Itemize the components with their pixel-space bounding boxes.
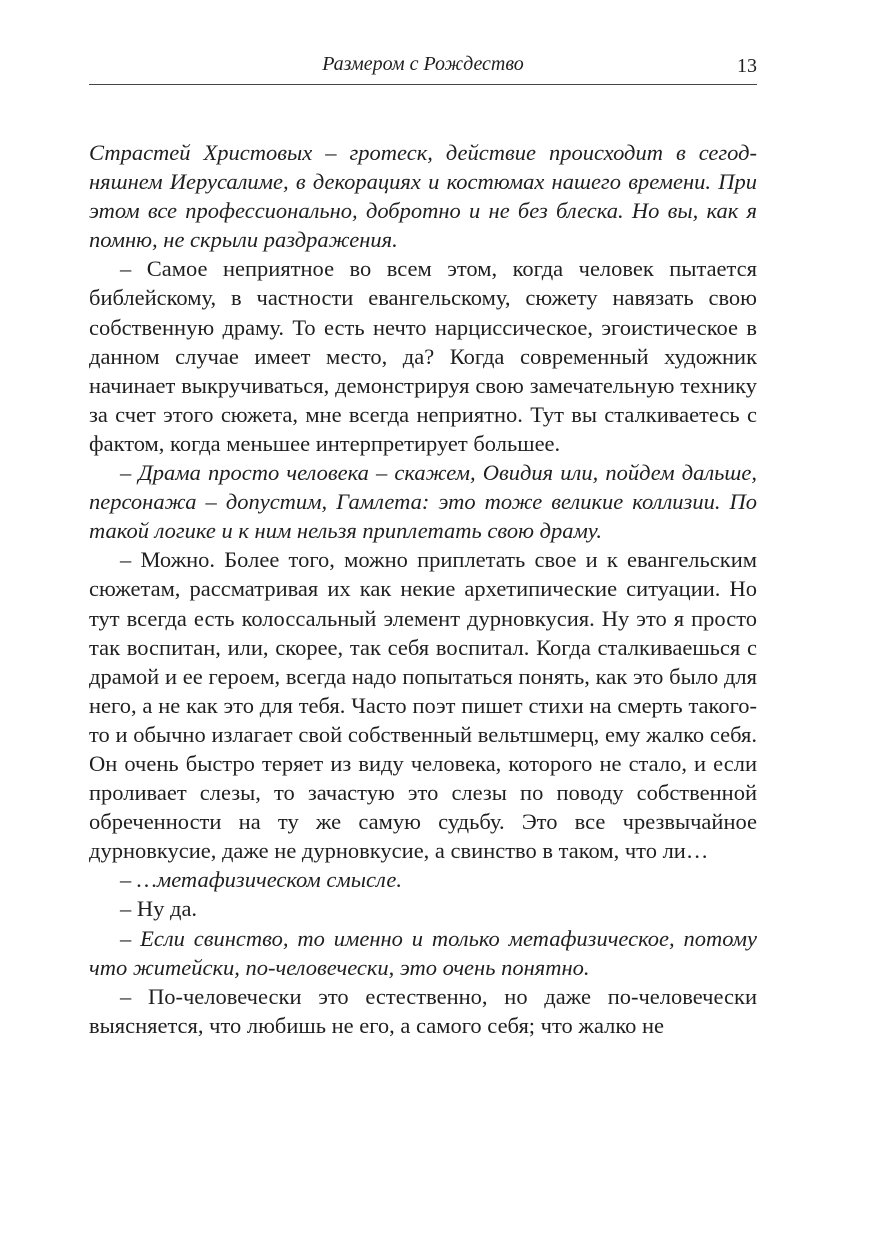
paragraph-question: – Драма просто человека – скажем, Овидия или, пойдем дальше, персонажа – допустим, Гамлета: это тоже великие коллизии. По такой логике и к ним нельзя приплетать свою драму.: [89, 460, 757, 544]
paragraph-question: – …метафизическом смысле.: [120, 867, 402, 893]
paragraph-answer: – Ну да.: [120, 896, 198, 922]
page-number: 13: [737, 55, 757, 77]
running-title: Размером с Рождество: [322, 53, 524, 75]
paragraph-answer: – Самое неприятное во всем этом, когда человек пытается библейскому, в частности евангельскому, сюжету навязать свою собственную драму. То есть нечто нарциссическое, эгоистическое в данном случае имеет место, да? Когда современный художник начинает выкручиваться, демонстрируя свою замечательную технику за счет этого сюжета, мне всегда неприятно. Тут вы сталкиваетесь с фактом, когда меньшее интерпретирует большее.: [89, 256, 757, 456]
body-text: [89, 138, 757, 1040]
paragraph-answer: – По-человечески это естественно, но даже по-человечески выясняется, что любишь не его, а самого себя; что жалко не: [89, 983, 757, 1038]
paragraph-question: – Если свинство, то именно и только метафизическое, потому что житейски, по-человечески, это очень понятно.: [89, 925, 757, 980]
paragraph-question: Страстей Христовых – гротеск, действие происходит в сегодняшнем Иерусалиме, в декорациях и костюмах нашего времени. При этом все профессионально, добротно и не без блеска. Но вы, как я помню, не скрыли раздражения.: [89, 140, 757, 253]
running-header: [89, 50, 757, 85]
paragraph-answer: – Можно. Более того, можно приплетать свое и к евангельским сюжетам, рассматривая их как некие архетипические ситуации. Но тут всегда есть колоссальный элемент дурновкусия. Ну это я просто так воспитан, или, скорее, так себя воспитал. Когда сталкиваешься с драмой и ее героем, всегда надо попытаться понять, как это было для него, а не как это для тебя. Часто поэт пишет стихи на смерть такого-то и обычно излагает свой собственный вельтшмерц, ему жалко себя. Он очень быстро теряет из виду человека, которого не стало, и если проливает слезы, то зачастую это слезы по поводу собственной обреченности на ту же самую судьбу. Это все чрезвычайное дурновкусие, даже не дурновкусие, а свинство в таком, что ли…: [89, 547, 757, 864]
